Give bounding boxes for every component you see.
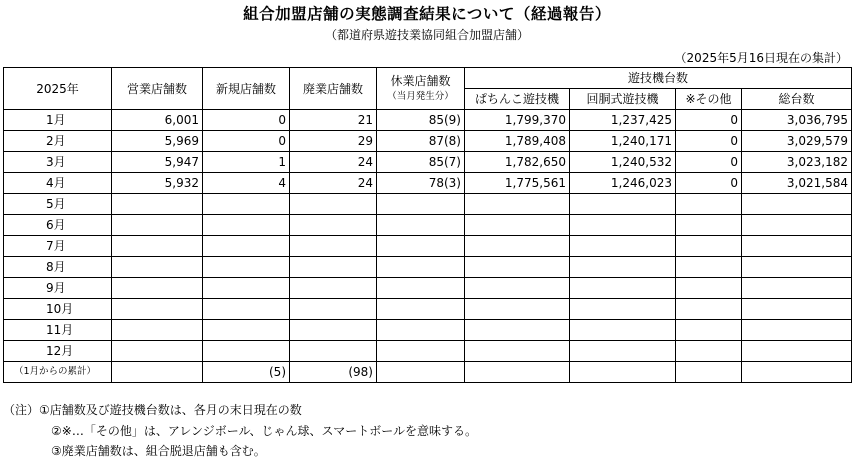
cumulative-new: (5) bbox=[203, 362, 290, 383]
header-slot: 回胴式遊技機 bbox=[570, 89, 676, 110]
note-3: ③廃業店舗数は、組合脱退店舗も含む。 bbox=[51, 444, 266, 458]
table-row bbox=[4, 131, 852, 152]
cumulative-empty-cell bbox=[676, 362, 742, 383]
total-cell bbox=[742, 278, 852, 299]
other-cell bbox=[676, 215, 742, 236]
suspended-cell bbox=[377, 215, 465, 236]
new-cell bbox=[203, 278, 290, 299]
cumulative-empty-cell bbox=[112, 362, 203, 383]
other-cell bbox=[676, 257, 742, 278]
other-cell bbox=[676, 194, 742, 215]
total-cell: 3,023,182 bbox=[742, 152, 852, 173]
pachinko-cell bbox=[465, 320, 570, 341]
month-cell: 9月 bbox=[4, 278, 112, 299]
operating-cell bbox=[112, 194, 203, 215]
new-cell bbox=[203, 341, 290, 362]
new-cell: 0 bbox=[203, 131, 290, 152]
closed-cell bbox=[290, 320, 377, 341]
other-cell bbox=[676, 320, 742, 341]
cumulative-empty-cell bbox=[570, 362, 676, 383]
suspended-cell bbox=[377, 278, 465, 299]
pachinko-cell: 1,789,408 bbox=[465, 131, 570, 152]
month-cell: 8月 bbox=[4, 257, 112, 278]
slot-cell: 1,246,023 bbox=[570, 173, 676, 194]
suspended-cell: 87(8) bbox=[377, 131, 465, 152]
table-row bbox=[4, 278, 852, 299]
pachinko-cell: 1,782,650 bbox=[465, 152, 570, 173]
closed-cell bbox=[290, 194, 377, 215]
notes bbox=[3, 400, 477, 462]
suspended-cell bbox=[377, 299, 465, 320]
operating-cell: 5,969 bbox=[112, 131, 203, 152]
closed-cell: 24 bbox=[290, 152, 377, 173]
table-row bbox=[4, 257, 852, 278]
operating-cell bbox=[112, 278, 203, 299]
pachinko-cell bbox=[465, 299, 570, 320]
operating-cell bbox=[112, 299, 203, 320]
table-row bbox=[4, 215, 852, 236]
slot-cell bbox=[570, 215, 676, 236]
pachinko-cell bbox=[465, 215, 570, 236]
suspended-cell bbox=[377, 320, 465, 341]
month-cell: 4月 bbox=[4, 173, 112, 194]
operating-cell bbox=[112, 341, 203, 362]
closed-cell bbox=[290, 278, 377, 299]
operating-cell bbox=[112, 320, 203, 341]
page-title: 組合加盟店舗の実態調査結果について（経過報告） bbox=[243, 5, 611, 23]
pachinko-cell: 1,799,370 bbox=[465, 110, 570, 131]
other-cell bbox=[676, 236, 742, 257]
operating-cell bbox=[112, 236, 203, 257]
cumulative-empty-cell bbox=[742, 362, 852, 383]
closed-cell: 21 bbox=[290, 110, 377, 131]
header-total: 総台数 bbox=[742, 89, 852, 110]
total-cell: 3,029,579 bbox=[742, 131, 852, 152]
closed-cell bbox=[290, 299, 377, 320]
suspended-cell bbox=[377, 236, 465, 257]
suspended-cell: 85(7) bbox=[377, 152, 465, 173]
header-machines: 遊技機台数 bbox=[465, 68, 852, 89]
new-cell bbox=[203, 194, 290, 215]
new-cell bbox=[203, 320, 290, 341]
header-year: 2025年 bbox=[4, 68, 112, 110]
note-2: ②※…「その他」は、アレンジボール、じゃん球、スマートボールを意味する。 bbox=[51, 423, 478, 438]
month-cell: 12月 bbox=[4, 341, 112, 362]
operating-cell: 5,932 bbox=[112, 173, 203, 194]
pachinko-cell bbox=[465, 194, 570, 215]
header-new: 新規店舗数 bbox=[203, 68, 290, 110]
slot-cell bbox=[570, 257, 676, 278]
closed-cell bbox=[290, 215, 377, 236]
total-cell bbox=[742, 341, 852, 362]
other-cell bbox=[676, 278, 742, 299]
suspended-cell bbox=[377, 194, 465, 215]
new-cell: 0 bbox=[203, 110, 290, 131]
table-row bbox=[4, 320, 852, 341]
slot-cell bbox=[570, 278, 676, 299]
table-row bbox=[4, 152, 852, 173]
cumulative-label: （1月からの累計） bbox=[4, 362, 112, 383]
header-suspended bbox=[377, 68, 465, 110]
operating-cell bbox=[112, 257, 203, 278]
stats-table bbox=[3, 67, 852, 383]
other-cell: 0 bbox=[676, 173, 742, 194]
other-cell bbox=[676, 299, 742, 320]
slot-cell bbox=[570, 194, 676, 215]
pachinko-cell bbox=[465, 341, 570, 362]
table-row bbox=[4, 236, 852, 257]
new-cell bbox=[203, 257, 290, 278]
table-row bbox=[4, 110, 852, 131]
new-cell bbox=[203, 236, 290, 257]
pachinko-cell bbox=[465, 278, 570, 299]
slot-cell: 1,240,171 bbox=[570, 131, 676, 152]
month-cell: 10月 bbox=[4, 299, 112, 320]
header-operating: 営業店舗数 bbox=[112, 68, 203, 110]
month-cell: 5月 bbox=[4, 194, 112, 215]
header-row bbox=[4, 68, 852, 89]
header-pachinko: ぱちんこ遊技機 bbox=[465, 89, 570, 110]
total-cell bbox=[742, 236, 852, 257]
closed-cell: 29 bbox=[290, 131, 377, 152]
new-cell bbox=[203, 215, 290, 236]
total-cell bbox=[742, 194, 852, 215]
closed-cell: 24 bbox=[290, 173, 377, 194]
page-subtitle: （都道府県遊技業協同組合加盟店舗） bbox=[324, 28, 529, 42]
slot-cell bbox=[570, 320, 676, 341]
operating-cell bbox=[112, 215, 203, 236]
as-of-date: （2025年5月16日現在の集計） bbox=[674, 51, 848, 65]
new-cell: 4 bbox=[203, 173, 290, 194]
slot-cell bbox=[570, 299, 676, 320]
pachinko-cell bbox=[465, 257, 570, 278]
other-cell: 0 bbox=[676, 110, 742, 131]
new-cell: 1 bbox=[203, 152, 290, 173]
suspended-cell bbox=[377, 341, 465, 362]
note-1: （注）①店舗数及び遊技機台数は、各月の末日現在の数 bbox=[3, 403, 302, 417]
slot-cell: 1,240,532 bbox=[570, 152, 676, 173]
suspended-cell bbox=[377, 257, 465, 278]
suspended-cell: 78(3) bbox=[377, 173, 465, 194]
total-cell bbox=[742, 215, 852, 236]
operating-cell: 5,947 bbox=[112, 152, 203, 173]
operating-cell: 6,001 bbox=[112, 110, 203, 131]
month-cell: 6月 bbox=[4, 215, 112, 236]
other-cell: 0 bbox=[676, 152, 742, 173]
slot-cell bbox=[570, 341, 676, 362]
total-cell bbox=[742, 299, 852, 320]
cumulative-row bbox=[4, 362, 852, 383]
cumulative-closed: (98) bbox=[290, 362, 377, 383]
total-cell bbox=[742, 320, 852, 341]
closed-cell bbox=[290, 341, 377, 362]
total-cell: 3,021,584 bbox=[742, 173, 852, 194]
table-row bbox=[4, 173, 852, 194]
slot-cell bbox=[570, 236, 676, 257]
table-row bbox=[4, 194, 852, 215]
header-suspended-sub: （当月発生分） bbox=[387, 90, 454, 102]
total-cell bbox=[742, 257, 852, 278]
header-suspended-label: 休業店舗数 bbox=[390, 73, 451, 88]
table-row bbox=[4, 341, 852, 362]
month-cell: 3月 bbox=[4, 152, 112, 173]
month-cell: 11月 bbox=[4, 320, 112, 341]
closed-cell bbox=[290, 257, 377, 278]
header-other: ※その他 bbox=[676, 89, 742, 110]
cumulative-empty-cell bbox=[465, 362, 570, 383]
closed-cell bbox=[290, 236, 377, 257]
other-cell: 0 bbox=[676, 131, 742, 152]
table-row bbox=[4, 299, 852, 320]
new-cell bbox=[203, 299, 290, 320]
pachinko-cell bbox=[465, 236, 570, 257]
month-cell: 1月 bbox=[4, 110, 112, 131]
header-closed: 廃業店舗数 bbox=[290, 68, 377, 110]
pachinko-cell: 1,775,561 bbox=[465, 173, 570, 194]
month-cell: 7月 bbox=[4, 236, 112, 257]
slot-cell: 1,237,425 bbox=[570, 110, 676, 131]
cumulative-empty-cell bbox=[377, 362, 465, 383]
other-cell bbox=[676, 341, 742, 362]
suspended-cell: 85(9) bbox=[377, 110, 465, 131]
month-cell: 2月 bbox=[4, 131, 112, 152]
total-cell: 3,036,795 bbox=[742, 110, 852, 131]
